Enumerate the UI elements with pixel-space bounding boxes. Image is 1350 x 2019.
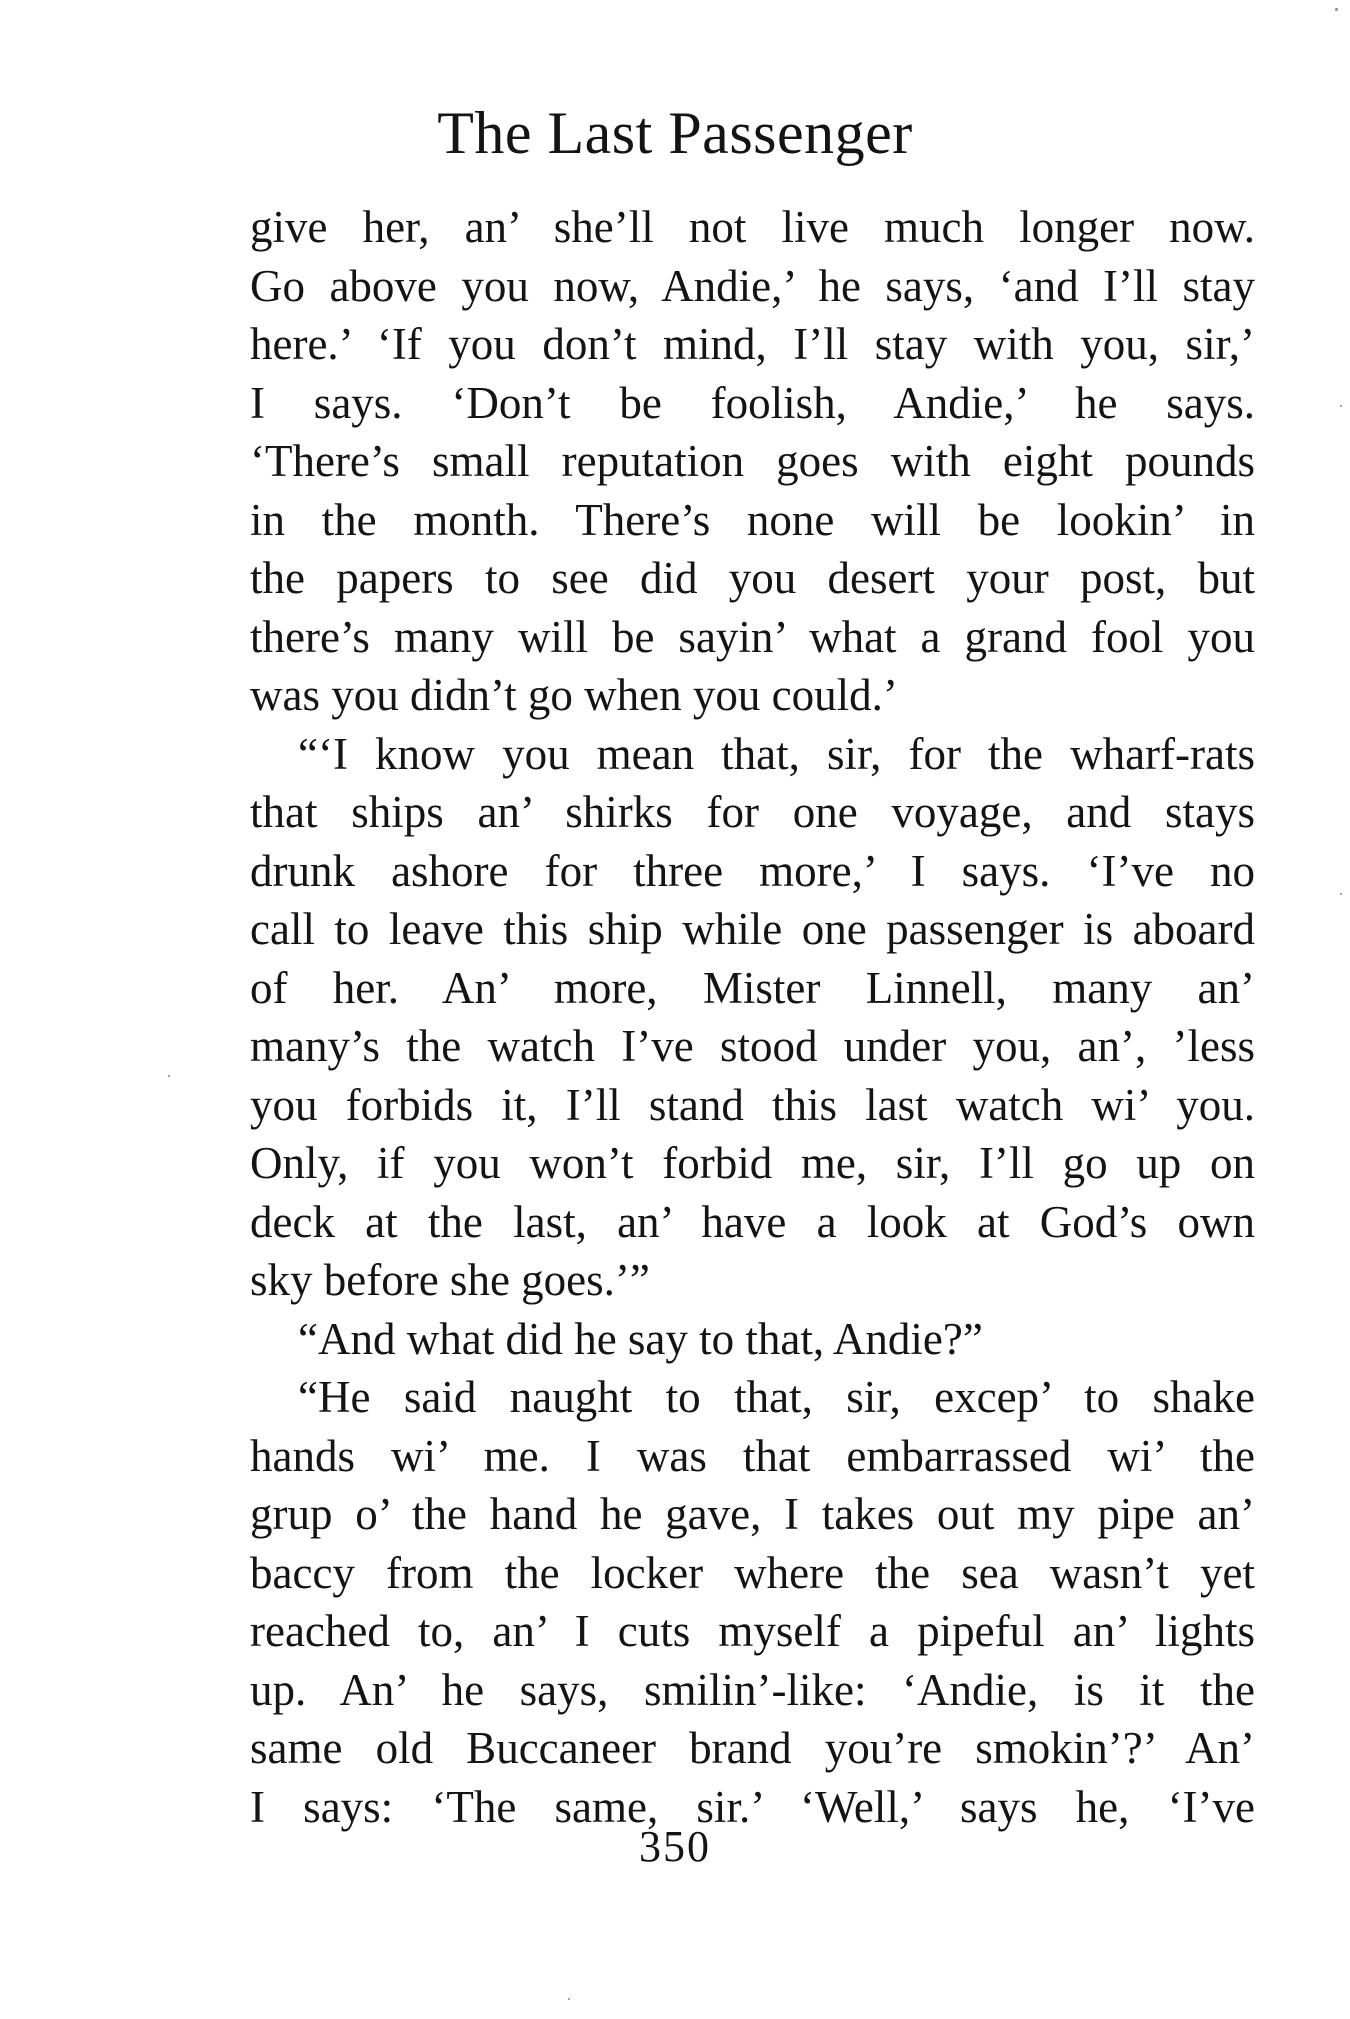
text-line: reached to, an’ I cuts myself a pipeful an’ lights [250,1606,1255,1656]
text-line: drunk ashore for three more,’ I says. ‘I’ve no [250,845,1255,896]
text-line: hands wi’ me. I was that embarrassed wi’ the [250,1430,1255,1481]
text-line: was you didn’t go when you could.’ [250,670,898,720]
scan-speck [168,1075,170,1077]
scan-speck [1340,405,1342,407]
text-line: the papers to see did you desert your post, but [250,553,1255,603]
text-line: baccy from the locker where the sea wasn’t yet [250,1547,1255,1598]
text-line: call to leave this ship while one passenger is aboard [250,904,1255,954]
body-text [250,198,1255,1836]
text-line: there’s many will be sayin’ what a grand fool you [250,611,1255,662]
text-line: deck at the last, an’ have a look at God’s own [250,1196,1255,1247]
text-line: same old Buccaneer brand you’re smokin’?’ An’ [250,1723,1255,1773]
text-line: Only, if you won’t forbid me, sir, I’ll go up on [250,1138,1255,1188]
scan-speck [1340,893,1342,895]
text-line: I says: ‘The same, sir.’ ‘Well,’ says he, ‘I’ve [250,1781,1255,1832]
text-line: “And what did he say to that, Andie?” [298,1313,983,1364]
text-line: “‘I know you mean that, sir, for the wharf-rats [298,728,1255,779]
text-line: here.’ ‘If you don’t mind, I’ll stay with you, sir,’ [250,319,1255,369]
text-line: I says. ‘Don’t be foolish, Andie,’ he says. [250,377,1255,428]
scan-speck [568,1998,570,2000]
text-line: that ships an’ shirks for one voyage, and stays [250,787,1255,837]
text-line: sky before she goes.’” [250,1255,650,1305]
text-line: “He said naught to that, sir, excep’ to shake [298,1372,1255,1422]
text-line: up. An’ he says, smilin’-like: ‘Andie, is it the [250,1664,1255,1715]
text-line: grup o’ the hand he gave, I takes out my pipe an’ [250,1489,1255,1539]
text-line: you forbids it, I’ll stand this last watch wi’ you. [250,1079,1255,1130]
text-line: in the month. There’s none will be lookin’ in [250,494,1255,545]
text-line: many’s the watch I’ve stood under you, an’, ’less [250,1021,1255,1071]
text-line: give her, an’ she’ll not live much longer now. [250,202,1255,252]
text-line: of her. An’ more, Mister Linnell, many an’ [250,962,1255,1013]
text-line: ‘There’s small reputation goes with eight pounds [250,436,1255,486]
running-head: The Last Passenger [437,100,913,166]
text-line: Go above you now, Andie,’ he says, ‘and I’ll stay [250,260,1255,311]
scan-speck [1335,8,1338,11]
page-number: 350 [639,1822,711,1871]
